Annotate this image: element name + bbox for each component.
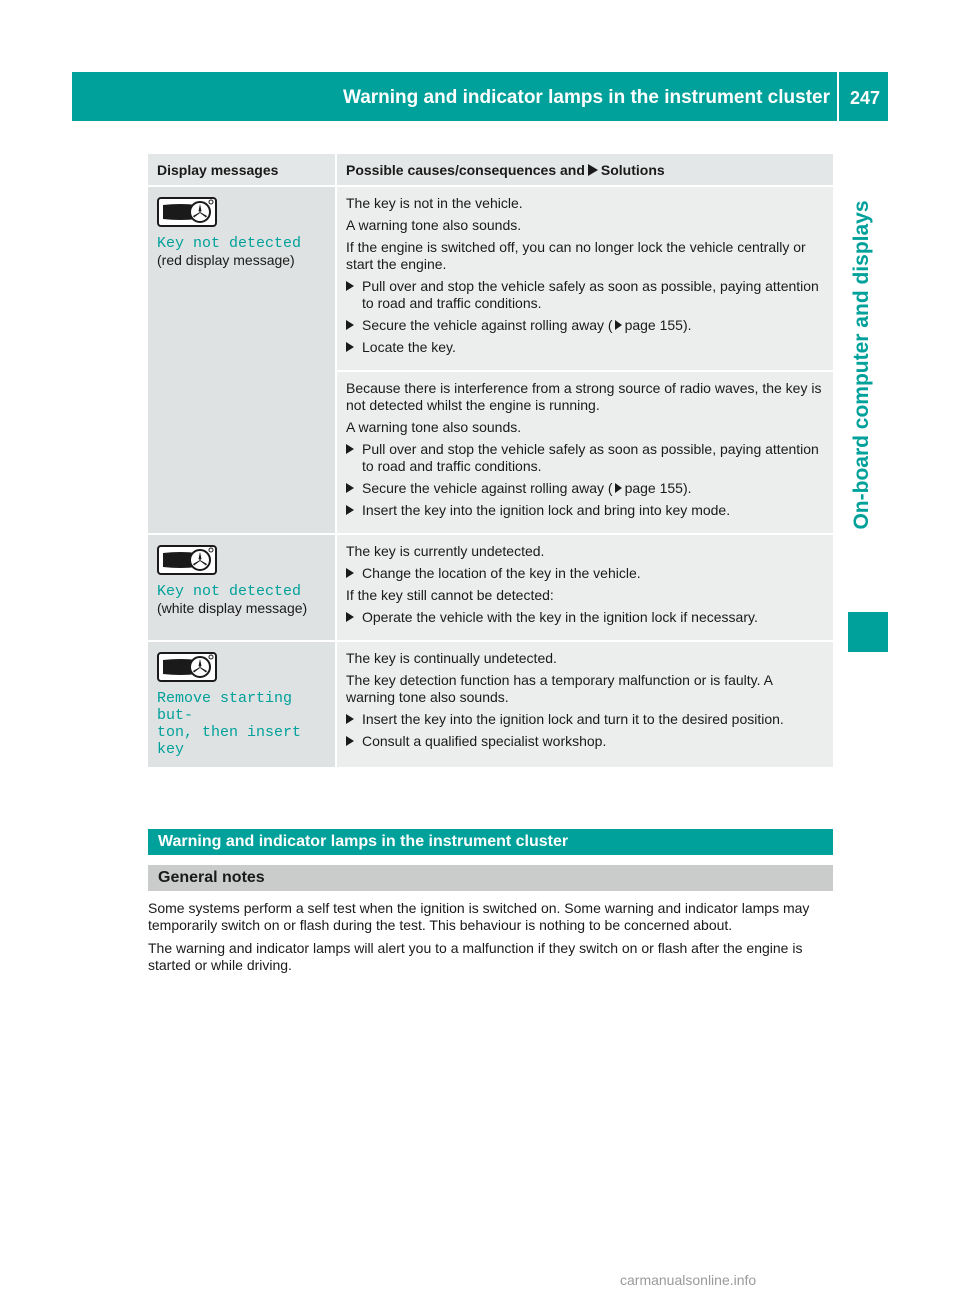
section-title: Warning and indicator lamps in the instrument cluster: [148, 829, 833, 855]
subsection-title: General notes: [148, 865, 833, 891]
body-paragraph: The warning and indicator lamps will alert you to a malfunction if they switch on or flash after the engine is started or while driving.: [148, 940, 803, 973]
solution-cell: [336, 371, 833, 534]
action-text: Locate the key.: [362, 339, 456, 355]
action-arrow-icon: [346, 612, 354, 622]
message-cell: [148, 186, 336, 534]
display-message: Key not detected: [157, 235, 302, 252]
action-text: Insert the key into the ignition lock and bring into key mode.: [362, 502, 731, 518]
cause-text: The key is continually undetected.: [346, 650, 557, 666]
action-item: [346, 480, 825, 497]
col2-label: Possible causes/consequences and: [346, 162, 585, 178]
col-causes-solutions: [336, 154, 833, 186]
action-arrow-icon: [346, 505, 354, 515]
table-row: [148, 641, 833, 768]
action-text: Insert the key into the ignition lock and turn it to the desired position.: [362, 711, 784, 727]
key-icon: [157, 545, 217, 575]
action-item: [346, 441, 825, 475]
col-display-messages: Display messages: [148, 154, 336, 186]
page-reference-link[interactable]: page 155).: [624, 317, 692, 333]
table-row: [148, 186, 833, 371]
action-text: Pull over and stop the vehicle safely as soon as possible, paying attention to road and traffic conditions.: [362, 441, 819, 474]
action-arrow-icon: [346, 483, 354, 493]
action-arrow-icon: [346, 281, 354, 291]
display-message: Remove starting but-: [157, 690, 293, 724]
cause-text: Because there is interference from a strong source of radio waves, the key is not detected whilst the engine is running.: [346, 380, 822, 413]
header-divider: [837, 72, 839, 121]
page-reference-link[interactable]: page 155).: [624, 480, 692, 496]
action-item: [346, 339, 825, 356]
action-arrow-icon: [346, 736, 354, 746]
action-text: Operate the vehicle with the key in the ignition lock if necessary.: [362, 609, 758, 625]
cause-text: The key detection function has a temporary malfunction or is faulty. A warning tone also sounds.: [346, 672, 773, 705]
action-arrow-icon: [346, 444, 354, 454]
solution-arrow-icon: [588, 164, 598, 176]
key-icon: [157, 652, 217, 682]
display-message: Key not detected: [157, 583, 302, 600]
body-paragraph: Some systems perform a self test when the ignition is switched on. Some warning and indicator lamps may temporarily switch on or flash during the test. This behaviour is nothing to be concerned about.: [148, 900, 810, 933]
chapter-label: On-board computer and displays: [850, 200, 873, 530]
page-number: 247: [849, 88, 881, 108]
action-item: [346, 502, 825, 519]
site-watermark: carmanualsonline.info: [620, 1272, 757, 1288]
cause-text: The key is not in the vehicle.: [346, 195, 523, 211]
section-body: [148, 900, 836, 980]
chapter-marker: [848, 612, 888, 652]
solution-cell: [336, 641, 833, 768]
message-note: (red display message): [157, 252, 295, 268]
cause-text: A warning tone also sounds.: [346, 217, 522, 233]
action-text: Pull over and stop the vehicle safely as soon as possible, paying attention to road and traffic conditions.: [362, 278, 819, 311]
cause-text: If the engine is switched off, you can no longer lock the vehicle centrally or start the engine.: [346, 239, 806, 272]
action-item: [346, 317, 825, 334]
solution-cell: [336, 186, 833, 371]
action-text: Secure the vehicle against rolling away (: [362, 317, 613, 333]
page-ref-icon: [615, 320, 622, 330]
action-text: Secure the vehicle against rolling away (: [362, 480, 613, 496]
message-cell: [148, 641, 336, 768]
action-item: [346, 733, 825, 750]
display-messages-table: [148, 154, 833, 769]
key-icon: [157, 197, 217, 227]
action-arrow-icon: [346, 714, 354, 724]
page-header: [72, 72, 888, 121]
table-header-row: [148, 154, 833, 186]
action-text: Change the location of the key in the vehicle.: [362, 565, 641, 581]
action-arrow-icon: [346, 342, 354, 352]
action-arrow-icon: [346, 320, 354, 330]
cause-text: If the key still cannot be detected:: [346, 587, 554, 603]
action-item: [346, 609, 825, 626]
chapter-side-tab: [836, 130, 888, 600]
table-row: [148, 534, 833, 641]
cause-text: A warning tone also sounds.: [346, 419, 522, 435]
col2-label-solutions: Solutions: [600, 162, 665, 178]
display-message-cont: ton, then insert key: [157, 724, 302, 758]
message-cell: [148, 534, 336, 641]
action-item: [346, 711, 825, 728]
action-item: [346, 278, 825, 312]
message-note: (white display message): [157, 600, 308, 616]
page-ref-icon: [615, 483, 622, 493]
action-arrow-icon: [346, 568, 354, 578]
action-text: Consult a qualified specialist workshop.: [362, 733, 607, 749]
solution-cell: [336, 534, 833, 641]
cause-text: The key is currently undetected.: [346, 543, 545, 559]
action-item: [346, 565, 825, 582]
header-title: Warning and indicator lamps in the instrument cluster: [342, 87, 830, 108]
